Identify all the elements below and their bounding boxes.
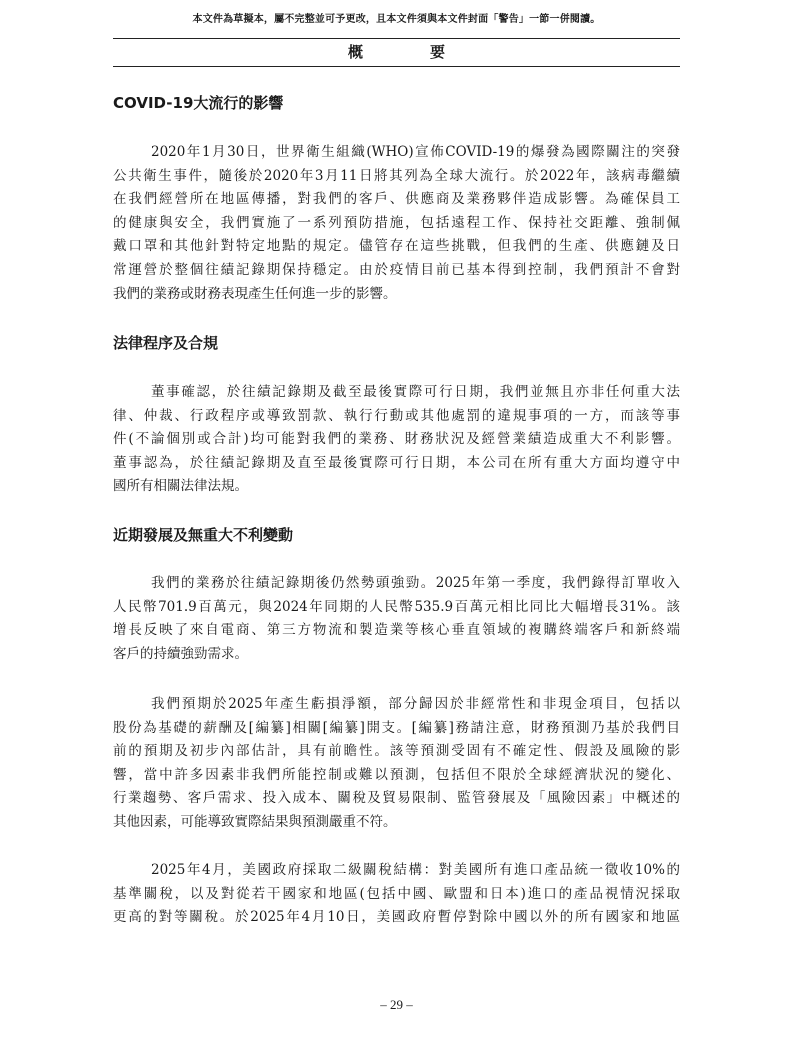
paragraph-line: 前的預期及初步內部估計，具有前瞻性。該等預測受固有不確定性、假設及風險的影 <box>113 743 680 760</box>
section-heading-covid: COVID-19大流行的影響 <box>113 94 284 112</box>
draft-notice: 本文件為草擬本，屬不完整並可予更改，且本文件須與本文件封面「警告」一節一併閱讀。 <box>192 14 601 25</box>
paragraph-line: 2020年1月30日，世界衛生組織(WHO)宣佈COVID-19的爆發為國際關注的突發 <box>151 144 680 160</box>
header-rule-bottom <box>113 66 680 67</box>
paragraph-line: 董事確認，於往績記錄期及截至最後實際可行日期，我們並無且亦非任何重大法 <box>151 384 680 400</box>
paragraph-line: 響，當中許多因素非我們所能控制或難以預測，包括但不限於全球經濟狀況的變化、 <box>113 766 680 783</box>
paragraph-line: 的健康與安全，我們實施了一系列預防措施，包括遠程工作、保持社交距離、強制佩 <box>113 214 680 231</box>
paragraph-legal <box>113 381 680 499</box>
paragraph-line: 客戶的持續強勁需求。 <box>113 645 248 662</box>
paragraph-line: 常運營於整個往績記錄期保持穩定。由於疫情目前已基本得到控制，我們預計不會對 <box>113 261 680 278</box>
paragraph-line: 律、仲裁、行政程序或導致罰款、執行行動或其他處罰的違規事項的一方，而該等事 <box>113 407 680 424</box>
paragraph-forecast <box>113 693 680 835</box>
paragraph-line: 其他因素，可能導致實際結果與預測嚴重不符。 <box>113 813 397 830</box>
paragraph-line: 行業趨勢、客戶需求、投入成本、關稅及貿易限制、監管發展及「風險因素」中概述的 <box>113 790 680 807</box>
paragraph-line: 公共衛生事件，隨後於2020年3月11日將其列為全球大流行。於2022年，該病毒繼續 <box>113 167 680 184</box>
paragraph-line: 我們預期於2025年產生虧損淨額，部分歸因於非經常性和非現金項目，包括以 <box>151 696 680 712</box>
paragraph-line: 2025年4月，美國政府採取二級關稅結構：對美國所有進口產品統一徵收10%的 <box>151 862 680 878</box>
paragraph-line: 股份為基礎的薪酬及[編纂]相關[編纂]開支。[編纂]務請注意，財務預測乃基於我們目 <box>113 719 680 736</box>
paragraph-covid <box>113 141 680 306</box>
paragraph-line: 人民幣701.9百萬元，與2024年同期的人民幣535.9百萬元相比同比大幅增長31%。該 <box>113 598 680 615</box>
section-heading-recent: 近期發展及無重大不利變動 <box>113 526 294 544</box>
paragraph-line: 我們的業務或財務表現產生任何進一步的影響。 <box>113 285 397 302</box>
paragraph-line: 在我們經營所在地區傳播，對我們的客戶、供應商及業務夥伴造成影響。為確保員工 <box>113 191 680 208</box>
paragraph-line: 件(不論個別或合計)均可能對我們的業務、財務狀況及經營業績造成重大不利影響。 <box>113 431 680 448</box>
header-rule-top <box>113 38 680 39</box>
chapter-title: 概 要 <box>347 43 471 61</box>
paragraph-line: 我們的業務於往績記錄期後仍然勢頭強勁。2025年第一季度，我們錄得訂單收入 <box>151 575 680 591</box>
paragraph-line: 更高的對等關稅。於2025年4月10日，美國政府暫停對除中國以外的所有國家和地區 <box>113 909 680 926</box>
paragraph-line: 增長反映了來自電商、第三方物流和製造業等核心垂直領域的複購終端客戶和新終端 <box>113 622 680 639</box>
section-heading-legal: 法律程序及合規 <box>113 334 219 352</box>
paragraph-line: 董事認為，於往績記錄期及直至最後實際可行日期，本公司在所有重大方面均遵守中 <box>113 454 680 471</box>
paragraph-tariffs <box>113 859 680 930</box>
page-number: – 29 – <box>380 997 413 1012</box>
paragraph-line: 基準關稅，以及對從若干國家和地區(包括中國、歐盟和日本)進口的產品視情況採取 <box>113 885 680 902</box>
paragraph-line: 國所有相關法律法規。 <box>113 478 248 495</box>
paragraph-line: 戴口罩和其他針對特定地點的規定。儘管存在這些挑戰，但我們的生產、供應鏈及日 <box>113 238 680 255</box>
paragraph-recent-business <box>113 572 680 666</box>
